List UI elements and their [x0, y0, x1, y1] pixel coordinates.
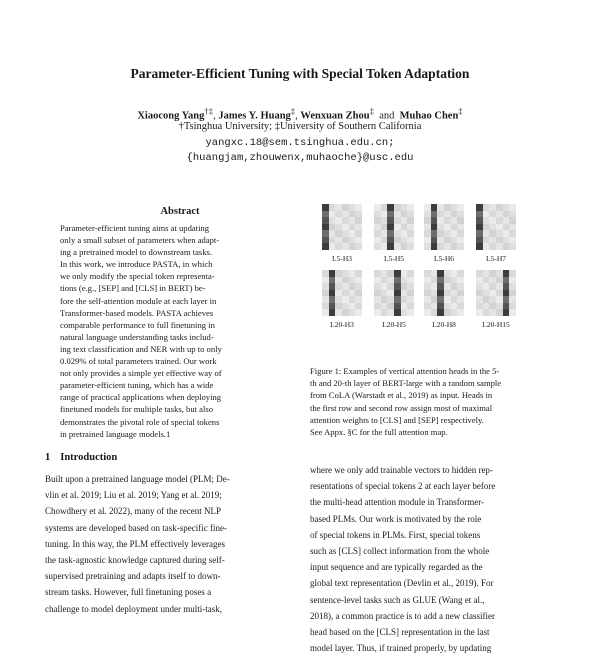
text-line: vlin et al. 2019; Liu et al. 2019; Yang et al. 2019; — [45, 490, 222, 501]
attention-figure — [316, 200, 556, 350]
text-line: range of practical applications when deploying — [60, 392, 222, 403]
text-line: ing a pretrained model to downstream tasks. — [60, 247, 213, 258]
text-line: where we only add trainable vectors to hidden rep- — [310, 465, 493, 475]
text-line: based PLMs. Our work is motivated by the role — [310, 513, 482, 524]
heatmap-label: L5-H5 — [384, 254, 404, 263]
text-line: supervised pretraining and adapts itself to down- — [45, 571, 221, 582]
text-line: model layer. Thus, if trained properly, by updating — [310, 643, 492, 654]
text-line: the task-agnostic knowledge captured during self- — [45, 555, 225, 566]
attention-heatmap — [424, 270, 464, 316]
text-line: head based on the [CLS] representation in the last — [310, 627, 490, 638]
heatmap-label: L5-H7 — [486, 254, 506, 263]
text-line: parameter-efficient tuning, which has a wide — [60, 380, 214, 391]
text-line: challenge to model deployment under multi-task, — [45, 603, 222, 614]
heatmap-label: L20-H8 — [432, 320, 456, 329]
heatmap-label: L5-H6 — [434, 254, 454, 263]
author-mark: †‡ — [204, 106, 214, 116]
author-name: James Y. Huang — [218, 110, 291, 122]
heatmap-cell — [407, 243, 414, 250]
attention-heatmap — [476, 270, 516, 316]
attention-heatmap — [374, 270, 414, 316]
text-line: comparable performance to full finetuning in — [60, 319, 215, 330]
text-line: Parameter-efficient tuning aims at updating — [60, 223, 210, 233]
abstract-heading: Abstract — [160, 206, 200, 217]
text-line: ing text classification and NER with up to only — [60, 343, 222, 354]
text-line: the first row and second row assign most of maximal — [310, 402, 493, 413]
heatmap-label: L20-H5 — [382, 320, 406, 329]
introduction-body — [45, 471, 293, 617]
right-column-body — [310, 462, 558, 656]
author-name: Xiaocong Yang — [137, 110, 205, 122]
text-line: natural language understanding tasks includ- — [60, 331, 214, 342]
text-line: from CoLA (Warstadt et al., 2019) as input. Heads in — [310, 390, 493, 401]
figure-caption — [310, 365, 558, 438]
heatmap-cell — [355, 309, 362, 316]
text-line: finetuned models for multiple tasks, but also — [60, 404, 213, 415]
text-line: not only provides a simple yet effective way of — [60, 368, 222, 379]
heatmap-cell — [457, 243, 464, 250]
heatmap-cell — [457, 309, 464, 316]
text-line: fore the self-attention module at each layer in — [60, 295, 217, 306]
attention-heatmap — [424, 204, 464, 250]
text-line: tions (e.g., [SEP] and [CLS] in BERT) be- — [60, 283, 206, 294]
paper-title: Parameter-Efficient Tuning with Special Token Adaptation — [130, 66, 470, 81]
text-line: of special tokens in PLMs. First, special tokens — [310, 529, 481, 540]
section-title: Introduction — [60, 452, 118, 463]
heatmap-cell — [509, 309, 516, 316]
text-line: demonstrates the pivotal role of special tokens — [60, 416, 220, 427]
heatmap-label: L20-H3 — [330, 320, 354, 329]
text-line: Transformer-based models. PASTA achieves — [60, 307, 214, 318]
author-name: Muhao Chen — [399, 110, 459, 122]
email-line: {huangjam,zhouwenx,muhaoche}@usc.edu — [186, 152, 414, 164]
heatmap-cell — [407, 309, 414, 316]
heatmap-label: L20-H15 — [482, 320, 510, 329]
author-joiner: and — [379, 110, 395, 122]
text-line: Chowdhery et al. 2022), many of the recent NLP — [45, 506, 221, 517]
heatmap-cell — [355, 243, 362, 250]
text-line: resentations of special tokens 2 at each layer before — [310, 481, 496, 492]
text-line: the multi-head attention module in Transformer- — [310, 497, 485, 508]
author-name: Wenxuan Zhou — [300, 110, 370, 122]
attention-heatmap — [374, 204, 414, 250]
text-line: we only modify the special token representa- — [60, 271, 215, 282]
text-line: input sequence and are typically regarded as the — [310, 562, 483, 573]
text-line: tuning. In this way, the PLM effectively leverages — [45, 538, 225, 549]
text-line: th and 20-th layer of BERT-large with a random sample — [310, 378, 502, 389]
affiliations: †Tsinghua University; ‡University of Southern California — [178, 121, 422, 132]
attention-heatmap — [322, 270, 362, 316]
text-line: global text representation (Devlin et al., 2019). For — [310, 578, 494, 589]
attention-heatmap — [476, 204, 516, 250]
text-line: See Appx. §C for the full attention map. — [310, 427, 448, 438]
text-line: sentence-level tasks such as GLUE (Wang et al., — [310, 594, 485, 605]
author-mark: ‡ — [369, 106, 374, 116]
text-line: such as [CLS] collect information from the whole — [310, 546, 490, 557]
text-line: Figure 1: Examples of vertical attention heads in the 5- — [310, 366, 500, 376]
section-heading — [45, 452, 117, 463]
text-line: 0.029% of total parameters trained. Our work — [60, 356, 217, 367]
heatmap-label: L5-H3 — [332, 254, 352, 263]
text-line: Built upon a pretrained language model (PLM; De- — [45, 474, 230, 484]
text-line: In this work, we introduce PASTA, in which — [60, 259, 213, 270]
abstract-body — [60, 222, 278, 440]
text-line: attention weights to [CLS] and [SEP] respectively. — [310, 414, 484, 425]
text-line: stream tasks. However, full finetuning poses a — [45, 587, 212, 598]
text-line: only a small subset of parameters when adapt- — [60, 235, 220, 246]
author-mark: ‡ — [458, 106, 463, 116]
author-mark: ‡ — [290, 106, 296, 116]
text-line: in pretrained language models.1 — [60, 428, 171, 439]
text-line: 2018), a common practice is to add a new classifier — [310, 610, 495, 621]
author-list: Xiaocong Yang†‡, James Y. Huang‡, Wenxuan Zhou‡ and Muhao Chen‡ — [137, 106, 463, 122]
text-line: systems are developed based on task-specific fine- — [45, 522, 227, 533]
section-number: 1 — [45, 452, 51, 463]
email-line: yangxc.18@sem.tsinghua.edu.cn; — [205, 137, 395, 149]
attention-heatmap — [322, 204, 362, 250]
heatmap-cell — [509, 243, 516, 250]
